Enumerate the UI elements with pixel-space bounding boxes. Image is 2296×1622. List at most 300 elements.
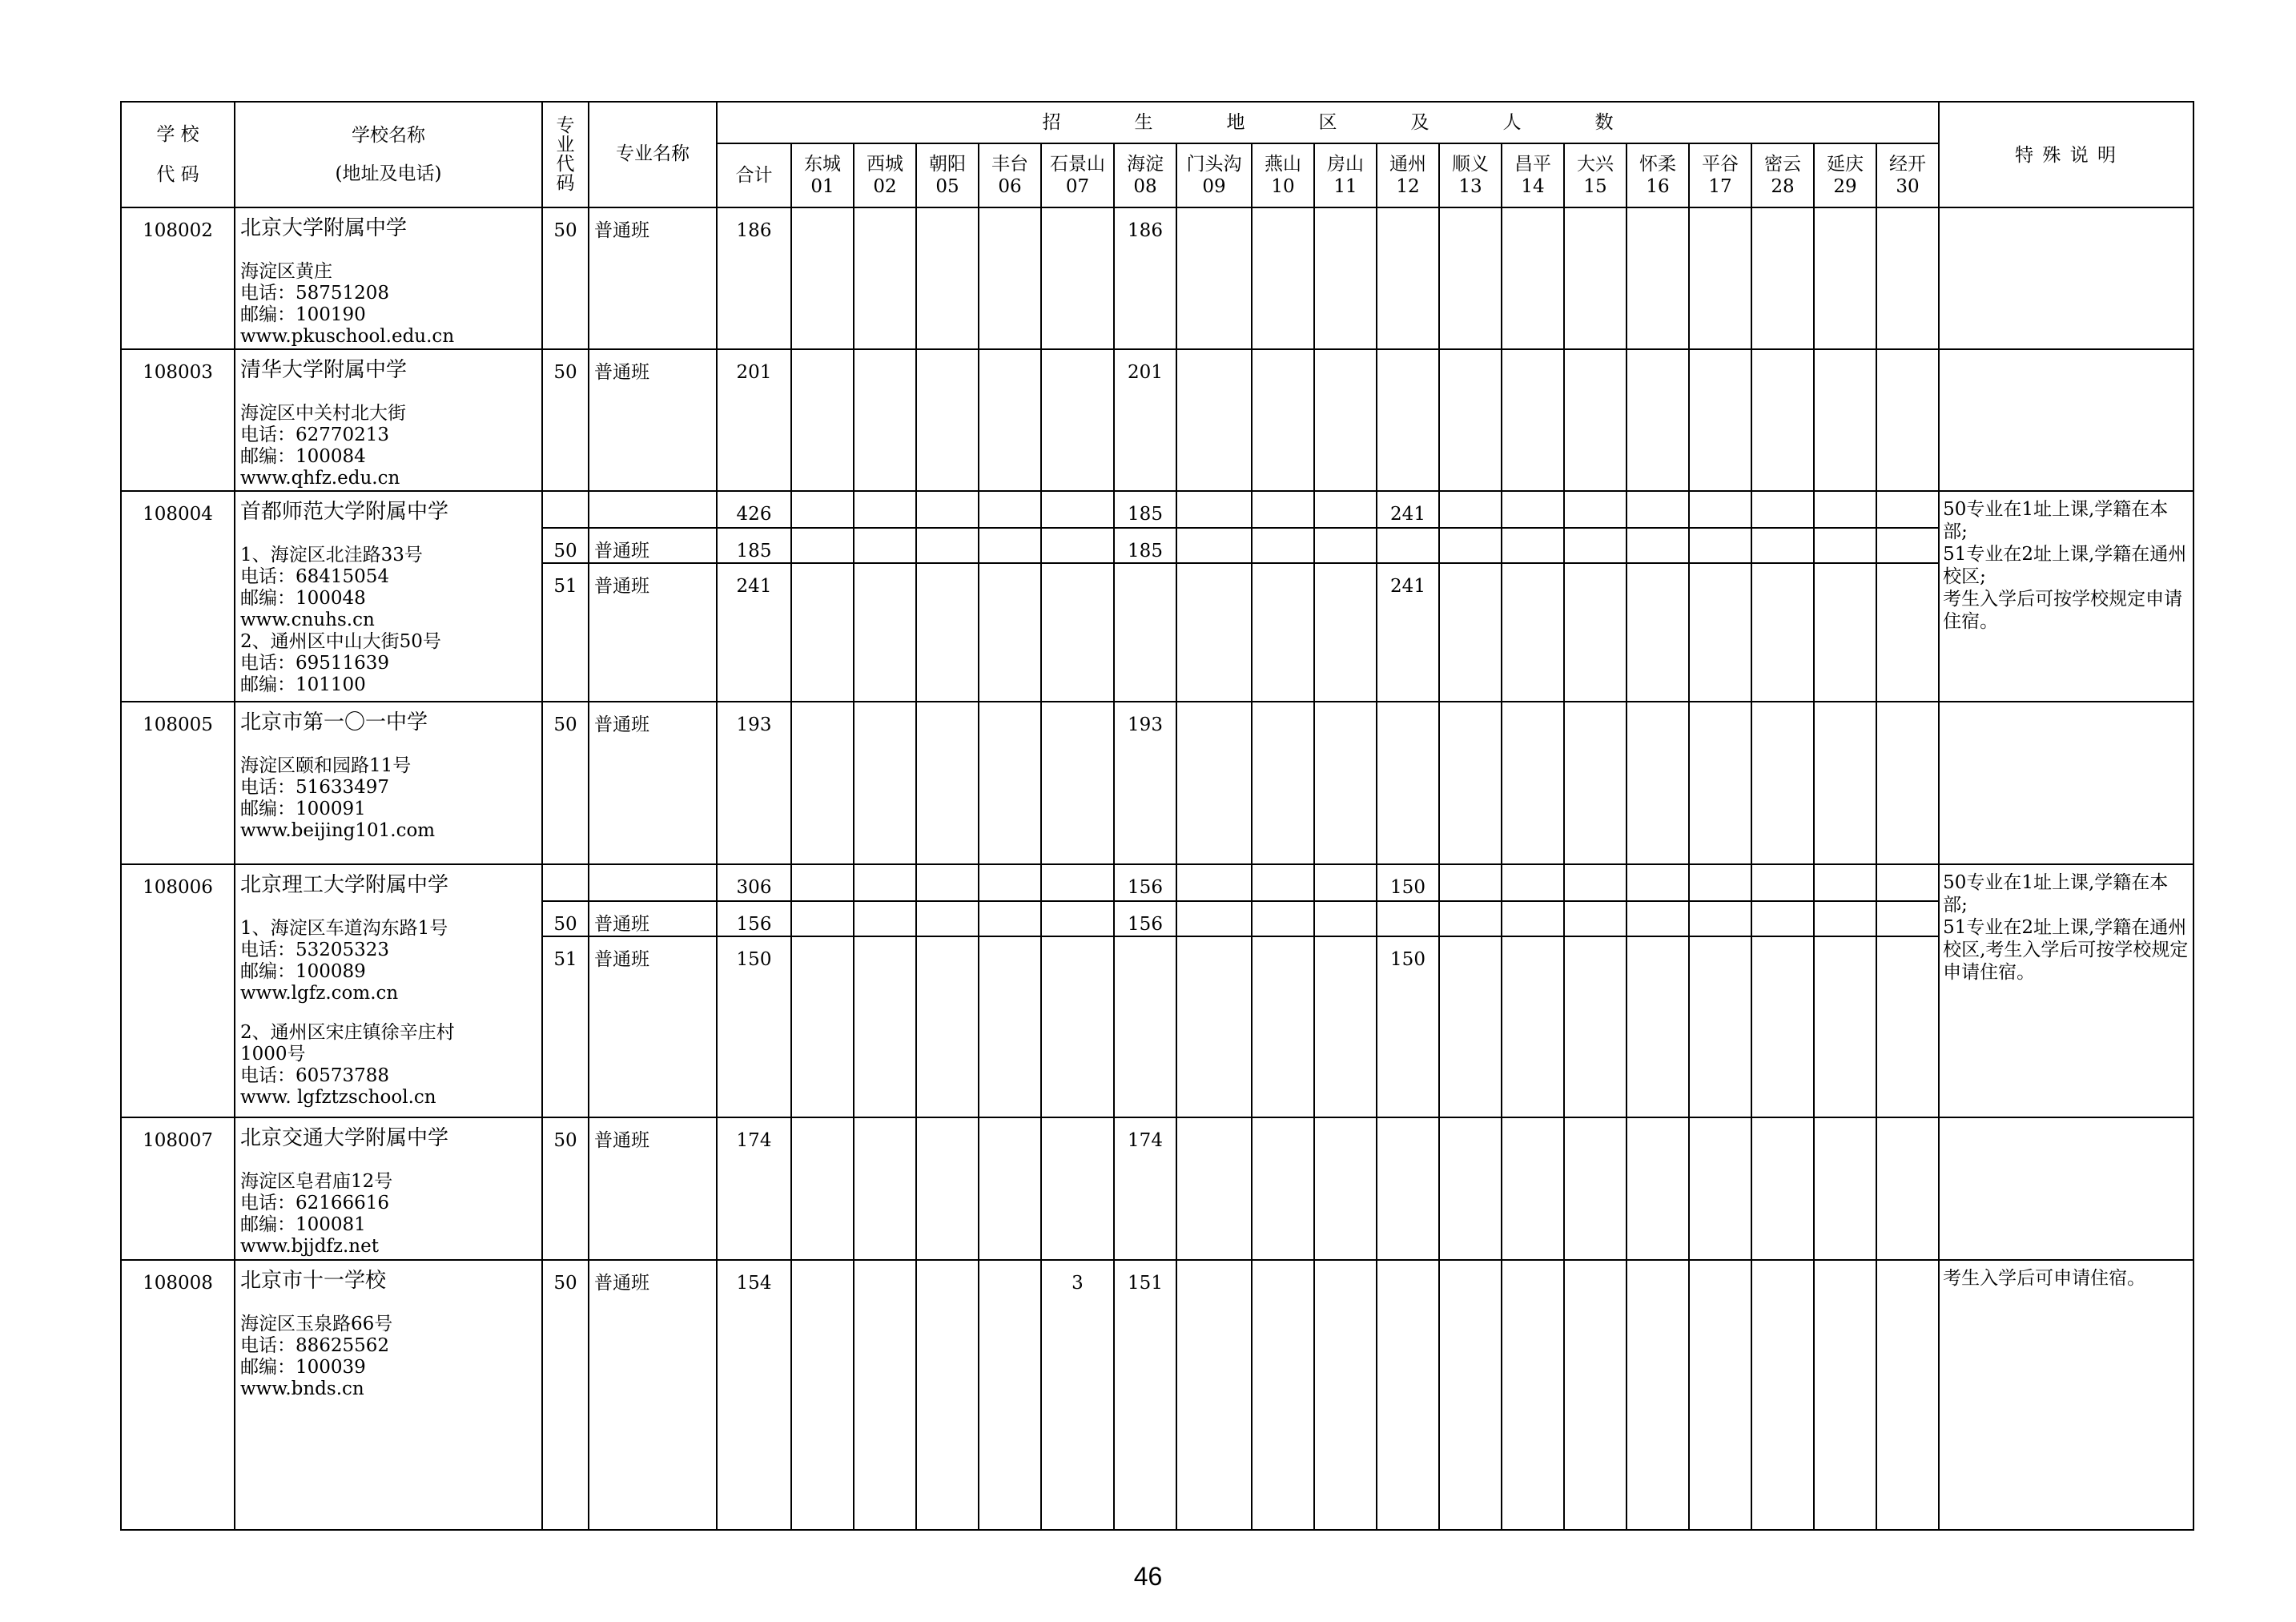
header-region-06 xyxy=(979,143,1041,207)
header-region-16 xyxy=(1627,143,1689,207)
total-count: 426 xyxy=(717,491,791,527)
region-count-13 xyxy=(1439,1117,1502,1259)
region-count-28 xyxy=(1751,207,1814,349)
school-info xyxy=(235,207,542,349)
region-count-08: 174 xyxy=(1114,1117,1176,1259)
region-count-09 xyxy=(1176,901,1252,936)
special-note xyxy=(1939,207,2193,349)
region-count-05 xyxy=(916,207,979,349)
region-count-07 xyxy=(1041,936,1114,1118)
region-name: 西城 xyxy=(867,154,903,175)
region-count-14 xyxy=(1502,563,1564,702)
school-address-line: 邮编：100081 xyxy=(240,1214,366,1236)
header-region-01 xyxy=(791,143,854,207)
region-name: 大兴 xyxy=(1577,154,1614,175)
note-line: 51专业在2址上课,学籍在通州校区,考生入学后可按学校规定申请住宿。 xyxy=(1943,917,2189,984)
region-count-02 xyxy=(854,864,916,900)
region-count-11 xyxy=(1314,864,1377,900)
school-address-line: 海淀区皂君庙12号 xyxy=(240,1171,393,1193)
region-count-02 xyxy=(854,901,916,936)
school-address-line: 邮编：100190 xyxy=(240,304,366,325)
region-count-28 xyxy=(1751,901,1814,936)
region-count-17 xyxy=(1689,901,1751,936)
region-name: 平谷 xyxy=(1702,154,1739,175)
region-count-09 xyxy=(1176,207,1252,349)
region-count-09 xyxy=(1176,563,1252,702)
header-note: 特 殊 说 明 xyxy=(1939,102,2193,207)
region-count-08: 156 xyxy=(1114,901,1176,936)
region-count-08: 185 xyxy=(1114,491,1176,527)
region-count-28 xyxy=(1751,491,1814,527)
header-region-14 xyxy=(1502,143,1564,207)
region-code: 15 xyxy=(1583,176,1607,197)
school-address-line: 1、海淀区北洼路33号 xyxy=(240,545,423,566)
region-count-16 xyxy=(1627,901,1689,936)
region-count-02 xyxy=(854,349,916,491)
region-count-01 xyxy=(791,864,854,900)
region-count-13 xyxy=(1439,207,1502,349)
region-count-09 xyxy=(1176,349,1252,491)
school-address-line: 电话：69511639 xyxy=(240,653,390,674)
school-address-line: 2、通州区宋庄镇徐辛庄村 xyxy=(240,1022,455,1044)
header-region-28 xyxy=(1751,143,1814,207)
region-name: 房山 xyxy=(1327,154,1364,175)
region-count-13 xyxy=(1439,528,1502,563)
region-count-02 xyxy=(854,702,916,864)
major-code xyxy=(542,491,589,527)
header-region-17 xyxy=(1689,143,1751,207)
region-count-14 xyxy=(1502,528,1564,563)
region-count-09 xyxy=(1176,864,1252,900)
region-count-12 xyxy=(1377,349,1439,491)
region-count-10 xyxy=(1252,1260,1314,1530)
region-count-15 xyxy=(1564,936,1627,1118)
school-address-line: www.cnuhs.cn xyxy=(240,610,375,631)
region-count-15 xyxy=(1564,864,1627,900)
region-count-06 xyxy=(979,563,1041,702)
region-count-08: 151 xyxy=(1114,1260,1176,1530)
region-name: 东城 xyxy=(804,154,841,175)
region-code: 01 xyxy=(810,176,834,197)
region-count-17 xyxy=(1689,1260,1751,1530)
major-name: 普通班 xyxy=(589,563,717,702)
header-total: 合计 xyxy=(717,143,791,207)
region-count-15 xyxy=(1564,1260,1627,1530)
region-count-13 xyxy=(1439,1260,1502,1530)
total-count: 174 xyxy=(717,1117,791,1259)
region-count-02 xyxy=(854,1260,916,1530)
region-code: 07 xyxy=(1065,176,1090,197)
region-count-06 xyxy=(979,207,1041,349)
school-address-line: 电话：58751208 xyxy=(240,283,390,304)
region-count-05 xyxy=(916,563,979,702)
region-count-30 xyxy=(1876,864,1939,900)
region-name: 顺义 xyxy=(1452,154,1489,175)
region-count-06 xyxy=(979,349,1041,491)
region-name: 延庆 xyxy=(1827,154,1864,175)
region-count-17 xyxy=(1689,528,1751,563)
address-gap xyxy=(240,1004,538,1022)
region-count-17 xyxy=(1689,563,1751,702)
region-count-13 xyxy=(1439,491,1502,527)
region-count-01 xyxy=(791,1117,854,1259)
school-name: 北京理工大学附属中学 xyxy=(240,873,449,898)
region-count-06 xyxy=(979,1117,1041,1259)
school-address-line: 海淀区颐和园路11号 xyxy=(240,755,412,777)
school-address-line: 邮编：100039 xyxy=(240,1356,366,1378)
region-count-16 xyxy=(1627,864,1689,900)
table-row xyxy=(121,864,2193,900)
region-count-09 xyxy=(1176,528,1252,563)
region-count-12 xyxy=(1377,207,1439,349)
region-count-05 xyxy=(916,491,979,527)
region-count-13 xyxy=(1439,563,1502,702)
header-region-07 xyxy=(1041,143,1114,207)
major-name: 普通班 xyxy=(589,1260,717,1530)
region-count-01 xyxy=(791,491,854,527)
region-count-16 xyxy=(1627,1260,1689,1530)
region-count-01 xyxy=(791,528,854,563)
region-count-15 xyxy=(1564,563,1627,702)
region-count-14 xyxy=(1502,349,1564,491)
major-code xyxy=(542,864,589,900)
header-region-29 xyxy=(1814,143,1876,207)
region-count-10 xyxy=(1252,901,1314,936)
region-count-08: 193 xyxy=(1114,702,1176,864)
school-address-line: 海淀区中关村北大街 xyxy=(240,403,406,425)
region-count-06 xyxy=(979,528,1041,563)
region-count-28 xyxy=(1751,1260,1814,1530)
region-count-13 xyxy=(1439,349,1502,491)
school-code: 108003 xyxy=(121,349,235,491)
region-count-29 xyxy=(1814,563,1876,702)
major-name xyxy=(589,864,717,900)
total-count: 185 xyxy=(717,528,791,563)
major-code: 50 xyxy=(542,349,589,491)
header-region-02 xyxy=(854,143,916,207)
region-count-10 xyxy=(1252,864,1314,900)
region-code: 29 xyxy=(1833,176,1857,197)
region-count-07 xyxy=(1041,864,1114,900)
header-region-05 xyxy=(916,143,979,207)
region-count-08: 185 xyxy=(1114,528,1176,563)
school-address-line: 海淀区黄庄 xyxy=(240,261,332,282)
region-count-07 xyxy=(1041,563,1114,702)
region-name: 通州 xyxy=(1389,154,1426,175)
region-count-02 xyxy=(854,491,916,527)
major-name: 普通班 xyxy=(589,702,717,864)
region-count-14 xyxy=(1502,1260,1564,1530)
region-count-11 xyxy=(1314,702,1377,864)
school-name: 首都师范大学附属中学 xyxy=(240,500,449,525)
region-count-07 xyxy=(1041,1117,1114,1259)
region-count-06 xyxy=(979,864,1041,900)
region-code: 28 xyxy=(1771,176,1795,197)
school-address-line: 电话：51633497 xyxy=(240,777,390,799)
region-code: 12 xyxy=(1396,176,1420,197)
header-region-08 xyxy=(1114,143,1176,207)
region-count-06 xyxy=(979,491,1041,527)
region-count-16 xyxy=(1627,563,1689,702)
region-count-14 xyxy=(1502,1117,1564,1259)
header-school-code: 学 校 代 码 xyxy=(121,102,235,207)
region-count-15 xyxy=(1564,349,1627,491)
region-count-16 xyxy=(1627,491,1689,527)
region-count-05 xyxy=(916,702,979,864)
major-code: 50 xyxy=(542,1117,589,1259)
region-count-11 xyxy=(1314,1260,1377,1530)
special-note xyxy=(1939,702,2193,864)
header-school-name-title: 学校名称 xyxy=(352,125,425,146)
major-code: 51 xyxy=(542,936,589,1118)
region-count-08: 156 xyxy=(1114,864,1176,900)
region-count-10 xyxy=(1252,349,1314,491)
table-row xyxy=(121,491,2193,527)
region-count-12 xyxy=(1377,901,1439,936)
header-region-09 xyxy=(1176,143,1252,207)
region-count-06 xyxy=(979,901,1041,936)
note-line: 考生入学后可申请住宿。 xyxy=(1943,1267,2146,1289)
school-info xyxy=(235,864,542,1117)
region-count-12 xyxy=(1377,528,1439,563)
major-code: 50 xyxy=(542,1260,589,1530)
region-count-29 xyxy=(1814,528,1876,563)
region-code: 10 xyxy=(1271,176,1295,197)
region-count-29 xyxy=(1814,901,1876,936)
school-code: 108004 xyxy=(121,491,235,702)
region-count-08: 186 xyxy=(1114,207,1176,349)
region-count-14 xyxy=(1502,901,1564,936)
region-count-30 xyxy=(1876,491,1939,527)
region-count-15 xyxy=(1564,702,1627,864)
school-code: 108002 xyxy=(121,207,235,349)
total-count: 201 xyxy=(717,349,791,491)
region-code: 14 xyxy=(1521,176,1545,197)
region-title-char: 数 xyxy=(1594,112,1614,133)
region-count-08 xyxy=(1114,936,1176,1118)
region-count-10 xyxy=(1252,702,1314,864)
region-count-28 xyxy=(1751,563,1814,702)
region-name: 经开 xyxy=(1889,154,1927,175)
major-name: 普通班 xyxy=(589,528,717,563)
region-count-30 xyxy=(1876,901,1939,936)
region-count-07 xyxy=(1041,491,1114,527)
school-info xyxy=(235,349,542,491)
region-count-16 xyxy=(1627,207,1689,349)
school-address-line: 电话：88625562 xyxy=(240,1334,390,1356)
region-count-15 xyxy=(1564,207,1627,349)
region-title-char: 招 xyxy=(1042,112,1061,133)
total-count: 186 xyxy=(717,207,791,349)
region-count-17 xyxy=(1689,491,1751,527)
header-school-name-sub: (地址及电话) xyxy=(335,163,442,184)
region-count-16 xyxy=(1627,528,1689,563)
total-count: 241 xyxy=(717,563,791,702)
region-count-11 xyxy=(1314,1117,1377,1259)
region-count-14 xyxy=(1502,491,1564,527)
note-line: 51专业在2址上课,学籍在通州校区; xyxy=(1943,544,2187,588)
region-count-11 xyxy=(1314,936,1377,1118)
table-row xyxy=(121,207,2193,349)
region-count-17 xyxy=(1689,349,1751,491)
school-address-line: 电话：62770213 xyxy=(240,425,390,446)
region-code: 02 xyxy=(873,176,897,197)
region-count-12: 150 xyxy=(1377,864,1439,900)
region-count-07 xyxy=(1041,528,1114,563)
region-count-13 xyxy=(1439,936,1502,1118)
school-code: 108008 xyxy=(121,1260,235,1530)
region-count-05 xyxy=(916,864,979,900)
region-count-06 xyxy=(979,702,1041,864)
region-count-01 xyxy=(791,702,854,864)
enrollment-table xyxy=(120,101,2194,1531)
region-count-16 xyxy=(1627,936,1689,1118)
region-count-30 xyxy=(1876,936,1939,1118)
page-number: 46 xyxy=(1133,1562,1163,1591)
region-count-11 xyxy=(1314,349,1377,491)
header-region-30 xyxy=(1876,143,1939,207)
region-count-28 xyxy=(1751,1117,1814,1259)
region-count-05 xyxy=(916,936,979,1118)
school-info xyxy=(235,491,542,702)
region-count-16 xyxy=(1627,702,1689,864)
region-name: 朝阳 xyxy=(929,154,966,175)
region-count-17 xyxy=(1689,864,1751,900)
region-count-28 xyxy=(1751,349,1814,491)
region-count-11 xyxy=(1314,563,1377,702)
table-row xyxy=(121,702,2193,864)
region-count-07 xyxy=(1041,702,1114,864)
region-count-09 xyxy=(1176,936,1252,1118)
special-note xyxy=(1939,864,2193,1117)
school-address-line: 海淀区玉泉路66号 xyxy=(240,1313,393,1334)
school-name: 清华大学附属中学 xyxy=(240,358,408,383)
note-line: 考生入学后可按学校规定申请住宿。 xyxy=(1943,589,2183,633)
region-count-30 xyxy=(1876,1260,1939,1530)
region-count-05 xyxy=(916,349,979,491)
region-count-08: 201 xyxy=(1114,349,1176,491)
school-address-line: 电话：53205323 xyxy=(240,940,390,961)
school-address-line: www.pkuschool.edu.cn xyxy=(240,326,455,347)
region-count-30 xyxy=(1876,207,1939,349)
region-count-02 xyxy=(854,528,916,563)
school-address-line: www.beijing101.com xyxy=(240,820,436,842)
school-address-line: 邮编：101100 xyxy=(240,674,366,696)
region-name: 石景山 xyxy=(1050,154,1105,175)
region-title-char: 生 xyxy=(1134,112,1153,133)
school-address-line: www.bjjdfz.net xyxy=(240,1236,379,1258)
total-count: 156 xyxy=(717,901,791,936)
school-address-line: 1、海淀区车道沟东路1号 xyxy=(240,918,448,940)
region-count-14 xyxy=(1502,936,1564,1118)
school-code: 108005 xyxy=(121,702,235,864)
school-address-line: 邮编：100048 xyxy=(240,588,366,610)
region-count-12 xyxy=(1377,1117,1439,1259)
region-name: 怀柔 xyxy=(1639,154,1676,175)
region-count-11 xyxy=(1314,207,1377,349)
total-count: 150 xyxy=(717,936,791,1118)
header-region-13 xyxy=(1439,143,1502,207)
major-code: 50 xyxy=(542,702,589,864)
school-address-line: 邮编：100089 xyxy=(240,961,366,983)
region-code: 05 xyxy=(935,176,959,197)
region-count-17 xyxy=(1689,1117,1751,1259)
region-count-14 xyxy=(1502,864,1564,900)
region-count-09 xyxy=(1176,491,1252,527)
note-line: 50专业在1址上课,学籍在本部; xyxy=(1943,872,2169,916)
region-count-11 xyxy=(1314,901,1377,936)
region-count-01 xyxy=(791,207,854,349)
school-name: 北京市十一学校 xyxy=(240,1268,387,1293)
total-count: 306 xyxy=(717,864,791,900)
region-count-07 xyxy=(1041,901,1114,936)
region-count-30 xyxy=(1876,349,1939,491)
region-count-12 xyxy=(1377,702,1439,864)
region-count-01 xyxy=(791,1260,854,1530)
header-major-name: 专业名称 xyxy=(589,102,717,207)
region-count-29 xyxy=(1814,702,1876,864)
region-count-10 xyxy=(1252,528,1314,563)
region-count-17 xyxy=(1689,207,1751,349)
header-school-name xyxy=(235,102,542,207)
school-address-line: 2、通州区中山大街50号 xyxy=(240,631,441,653)
school-address-line: 电话：62166616 xyxy=(240,1193,390,1214)
region-count-29 xyxy=(1814,1117,1876,1259)
region-code: 06 xyxy=(998,176,1022,197)
major-code: 50 xyxy=(542,528,589,563)
region-count-01 xyxy=(791,349,854,491)
school-address-line: 电话：68415054 xyxy=(240,566,390,588)
region-count-10 xyxy=(1252,1117,1314,1259)
region-code: 11 xyxy=(1333,176,1357,197)
region-count-12: 241 xyxy=(1377,491,1439,527)
major-code: 50 xyxy=(542,207,589,349)
note-line: 50专业在1址上课,学籍在本部; xyxy=(1943,499,2169,543)
region-count-10 xyxy=(1252,936,1314,1118)
header-major-code: 专 业 代 码 xyxy=(542,102,589,207)
region-count-11 xyxy=(1314,491,1377,527)
school-address-line: www.bnds.cn xyxy=(240,1378,364,1399)
school-address-line: www.qhfz.edu.cn xyxy=(240,468,400,489)
region-name: 丰台 xyxy=(991,154,1028,175)
region-code: 13 xyxy=(1458,176,1482,197)
region-count-30 xyxy=(1876,702,1939,864)
school-address-line: 电话：60573788 xyxy=(240,1065,390,1087)
region-count-13 xyxy=(1439,702,1502,864)
region-code: 16 xyxy=(1646,176,1670,197)
school-address-line: www. lgfztzschool.cn xyxy=(240,1087,436,1109)
school-info xyxy=(235,1117,542,1259)
region-count-05 xyxy=(916,1260,979,1530)
region-count-06 xyxy=(979,936,1041,1118)
major-name: 普通班 xyxy=(589,901,717,936)
region-count-30 xyxy=(1876,1117,1939,1259)
region-name: 燕山 xyxy=(1265,154,1301,175)
region-count-15 xyxy=(1564,491,1627,527)
region-count-29 xyxy=(1814,349,1876,491)
school-name: 北京交通大学附属中学 xyxy=(240,1126,449,1151)
region-count-02 xyxy=(854,1117,916,1259)
region-count-09 xyxy=(1176,1260,1252,1530)
region-count-17 xyxy=(1689,936,1751,1118)
region-count-16 xyxy=(1627,1117,1689,1259)
header-region-title xyxy=(717,102,1939,143)
region-count-07 xyxy=(1041,349,1114,491)
region-count-13 xyxy=(1439,901,1502,936)
region-name: 海淀 xyxy=(1127,154,1164,175)
region-count-14 xyxy=(1502,702,1564,864)
region-count-10 xyxy=(1252,207,1314,349)
